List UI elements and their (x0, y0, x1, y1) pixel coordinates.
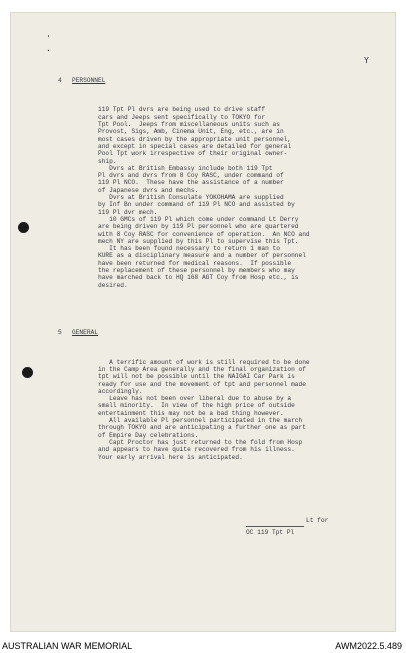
pencil-mark: ' (46, 34, 51, 43)
document-text (58, 62, 348, 480)
archive-reference: AWM2022.5.489 (335, 641, 402, 651)
section-body-general: A terrific amount of work is still required to be done in the Camp Area generally and the final organization of tpt will not be possible until the NAIGAI Car Park is ready for use and the movement of tpt and personnel made accordingly. Leave has not been over liberal due to abuse by a small minority. In view of the high price of outside entertainment this may not be a bad thing however. All available Pl personnel participated in the march through TOKYO and are anticipating a further one as part of Empire Day celebrations. Capt Proctor has just returned to the fold from Hosp and appears to have quite recovered from his illness. Your early arrival here is anticipated. (98, 358, 310, 461)
punch-hole (22, 367, 33, 378)
archive-footer (0, 640, 406, 653)
archive-source: AUSTRALIAN WAR MEMORIAL (2, 641, 133, 651)
pencil-mark: · (46, 46, 51, 55)
punch-hole (18, 222, 29, 233)
section-heading-general: 5 GENERAL (58, 328, 98, 336)
section-body-personnel: 119 Tpt Pl dvrs are being used to drive staff cars and Jeeps sent specifically to TOKYO for Tpt Pool. Jeeps from miscellaneous units such as Provost, Sigs, Amb, Cinema Unit, Eng, etc., are in most cases driven by the appropriate unit personnel, and except in special cases are detailed for general Pool Tpt work irrespective of their original owner- ship. Dvrs at British Embassy include both 119 Tpt Pl dvrs and dvrs from 8 Coy RASC, under command of 119 Pl NCO. These have the assistance of a number of Japanese dvrs and mechs. Dvrs at British Consulate YOKOHAMA are supplied by Inf Bn under command of 119 Pl NCO and assisted by 119 Pl dvr mech. 10 GMCs of 119 Pl which come under command Lt Derry are being driven by 119 Pl personnel who are quartered with 8 Coy RASC for convenience of operation. An NCO and mech NY are supplied by this Pl to supervise this Tpt. It has been found necessary to return 1 man to KURE as a disciplinary measure and a number of personnel have been returned for medical reasons. If possible the replacement of these personnel by members who may have marched back to HQ 168 AGT Coy from Hosp etc., is desired. (98, 106, 310, 289)
signature-rank: Lt for (306, 517, 329, 524)
signature-unit: OC 119 Tpt Pl (246, 526, 304, 536)
top-mark: Y (364, 56, 369, 65)
section-heading-personnel: 4 PERSONNEL (58, 76, 106, 84)
